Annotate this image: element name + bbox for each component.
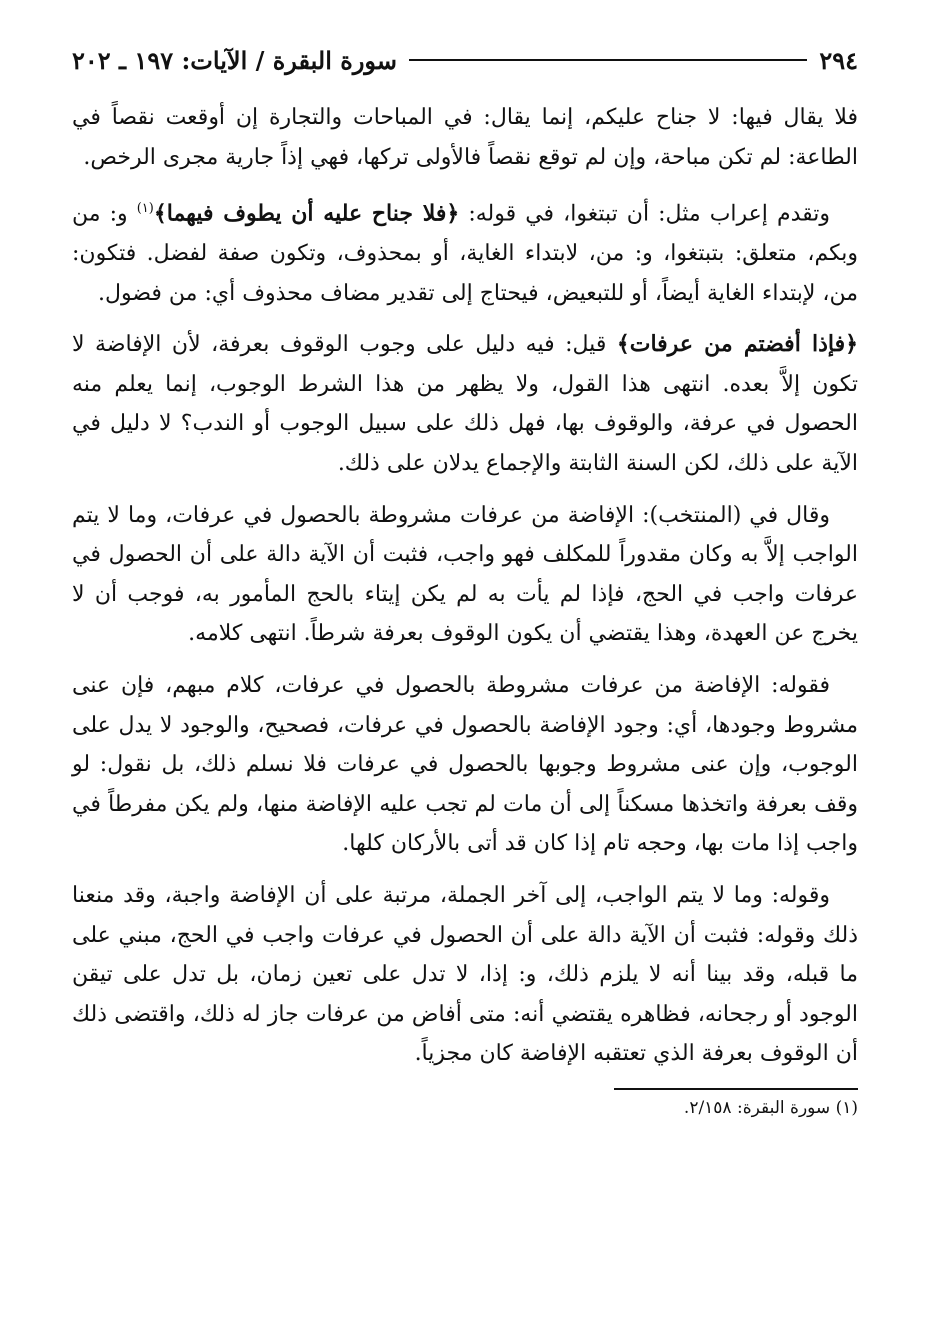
main-text [72, 98, 858, 1074]
paragraph-2-body: و: من وبكم، متعلق: بتبتغوا، و: من، لابتداء الغاية، أو بمحذوف، وتكون صفة لفضل. فتكون: من، لإبتداء الغاية أيضاً، أو للتبعيض، فيحتاج إلى تقدير مضاف محذوف أي: من فضول. [72, 201, 858, 306]
footnote-ref-1: (١) [136, 201, 154, 217]
paragraph-3 [72, 325, 858, 483]
paragraph-2 [72, 189, 858, 313]
paragraph-3-body: قيل: فيه دليل على وجوب الوقوف بعرفة، لأن الإفاضة لا تكون إلاَّ بعده. انتهى هذا القول، ولا يظهر من هذا الشرط الوجوب، إنما يعلم منه الحصول في عرفة، والوقوف بها، فهل ذلك على سبيل الوجوب أو الندب؟ لا دليل في الآية على ذلك، لكن السنة الثابتة والإجماع يدلان على ذلك. [72, 332, 858, 477]
paragraph-1: فلا يقال فيها: لا جناح عليكم، إنما يقال: في المباحات والتجارة إن أوقعت نقصاً في الطاعة: لم تكن مباحة، وإن لم توقع نقصاً فالأولى تركها، فهي إذاً جارية مجرى الرخص. [72, 105, 858, 170]
footnote: (١) سورة البقرة: ٢/١٥٨. [683, 1097, 858, 1118]
paragraph-4: وقال في (المنتخب): الإفاضة من عرفات مشروطة بالحصول في عرفات، وما لا يتم الواجب إلاَّ به وكان مقدوراً للمكلف فهو واجب، فثبت أن الآية دالة على أن الحصول في عرفات واجب في الحج، فإذا لم يأت به لم يكن إيتاء بالحج المأمور به، فوجب أن لا يخرج عن العهدة، وهذا يقتضي أن يكون الوقوف بعرفة شرطاً. انتهى كلامه. [72, 502, 858, 647]
quran-verse-2: ﴿فإذا أفضتم من عرفات﴾ [616, 331, 859, 358]
header-rule [409, 59, 807, 61]
quran-verse-1: ﴿فلا جناح عليه أن يطوف فيهما﴾ [153, 200, 460, 227]
paragraph-6: وقوله: وما لا يتم الواجب، إلى آخر الجملة، مرتبة على أن الإفاضة واجبة، وقد منعنا ذلك وقوله: فثبت أن الآية دالة على أن الحصول في عرفات واجب في الحج، مبني على ما قبله، وقد بينا أنه لا يلزم ذلك، و: إذا، لا تدل على تعين زمان، بل تدل على تيقن الوجود أو رجحانه، فظاهره يقتضي أنه: متى أفاض من عرفات جاز له ذلك، واقتضى ذلك أن الوقوف بعرفة الذي تعتقبه الإفاضة كان مجزياً. [72, 883, 858, 1067]
document-page [72, 40, 858, 1118]
footnote-rule [614, 1088, 858, 1090]
page-header [72, 40, 858, 80]
page-number: ٢٩٤ [819, 45, 858, 75]
paragraph-5: فقوله: الإفاضة من عرفات مشروطة بالحصول في عرفات، كلام مبهم، فإن عنى مشروط وجودها، أي: وجود الإفاضة بالحصول في عرفات، فصحيح، والوجود لا يدل على الوجوب، وإن عنى مشروط وجوبها بالحصول في عرفات فلا نسلم ذلك، بل نقول: لو وقف بعرفة واتخذها مسكناً إلى أن مات لم تجب عليه الإفاضة منها، ولم يكن مفرطاً في واجب إذا مات بها، وحجه تام إذا كان قد أتى بالأركان كلها. [72, 673, 858, 857]
running-title: سورة البقرة / الآيات: ١٩٧ ـ ٢٠٢ [72, 45, 397, 75]
paragraph-2-lead: وتقدم إعراب مثل: أن تبتغوا، في قوله: [459, 201, 831, 227]
